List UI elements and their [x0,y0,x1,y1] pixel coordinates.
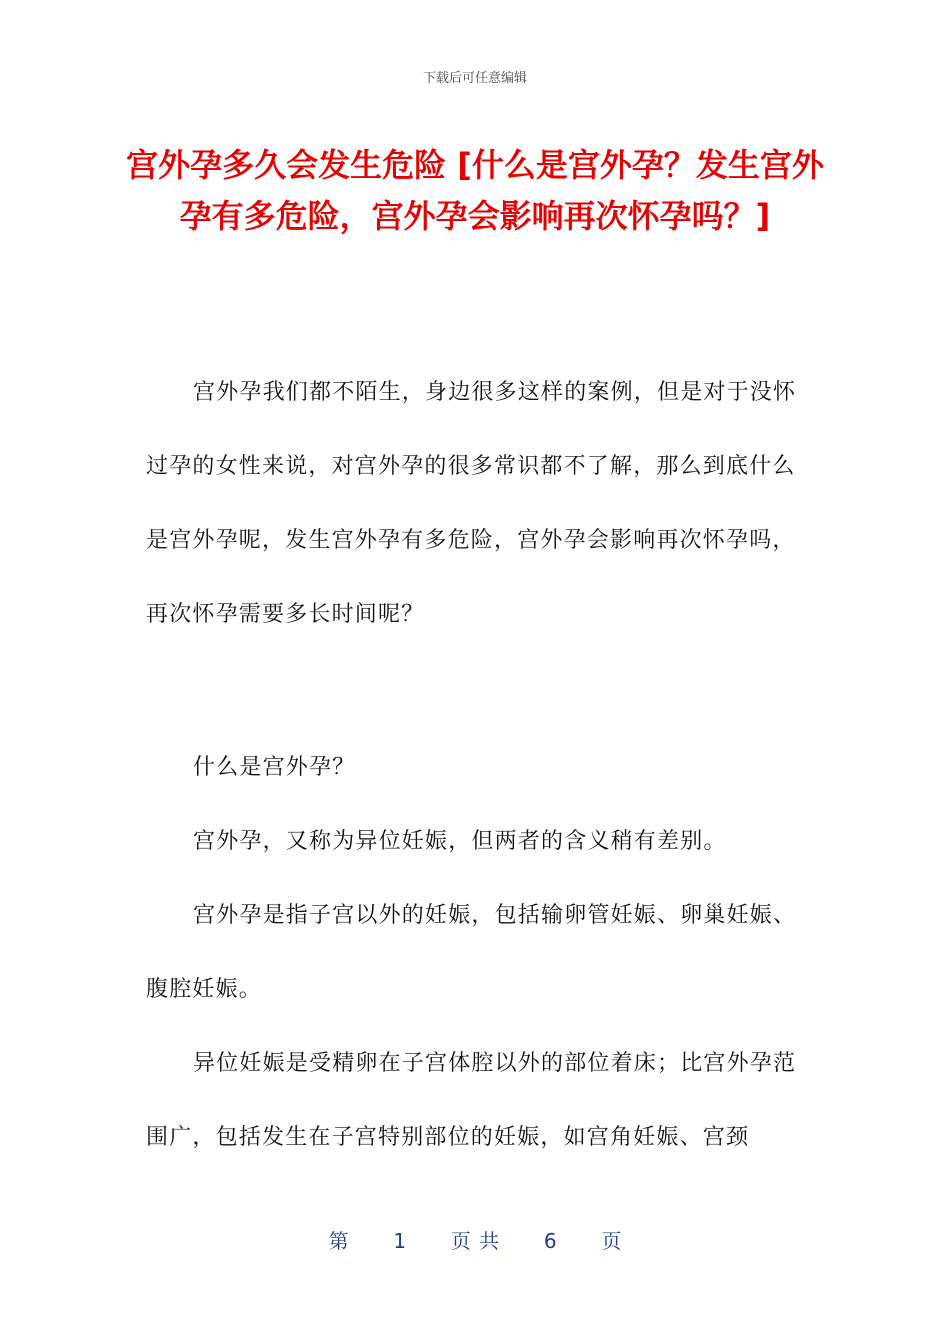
paragraph: 宫外孕，又称为异位妊娠，但两者的含义稍有差别。 [193,829,727,854]
intro-block [146,356,810,652]
content-block [146,731,810,1175]
intro-paragraph: 宫外孕我们都不陌生，身边很多这样的案例，但是对于没怀过孕的女性来说，对宫外孕的很多常识都不了解，那么到底什么是宫外孕呢，发生宫外孕有多危险，宫外孕会影响再次怀孕吗，再次怀孕需要多长时间呢？ [146,380,797,627]
footer-suffix: 页 [601,1229,622,1253]
paragraph: 宫外孕是指子宫以外的妊娠，包括输卵管妊娠、卵巢妊娠、腹腔妊娠。 [146,903,797,1002]
footer-current-page: 1 [393,1229,407,1253]
footer-total-pages: 6 [543,1229,557,1253]
paragraph: 异位妊娠是受精卵在子宫体腔以外的部位着床；比宫外孕范围广，包括发生在子宫特别部位的妊娠，如宫角妊娠、宫颈 [146,1051,797,1150]
footer-middle: 页 共 [450,1229,500,1253]
document-title: 宫外孕多久会发生危险 [什么是宫外孕？发生宫外孕有多危险，宫外孕会影响再次怀孕吗？] [126,146,824,235]
section-heading: 什么是宫外孕？ [193,755,356,780]
page-footer [0,1225,950,1254]
header-note: 下载后可任意编辑 [422,71,527,86]
footer-prefix: 第 [328,1229,349,1253]
